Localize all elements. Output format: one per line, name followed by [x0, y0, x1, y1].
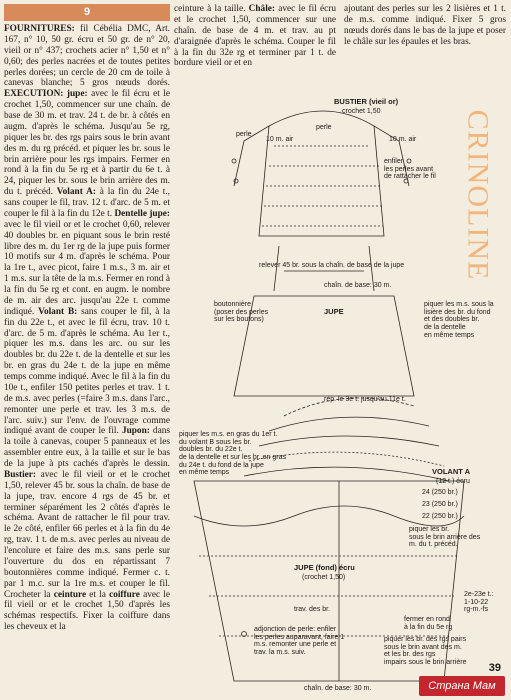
col1-text-1: avec le fil écru et le crochet 1,50, commencer sur une chaîn. de base de 30 m. et trav. 24 t. de br. à côtés en augm. d'après le schéma. Jusqu'au 5e rg, piquer les br. des rgs pairs sous le brin avant des m. du rg précéd. et piquer les br. sous le brin arrière pour les rgs impairs. Fermer en rond à la fin du 5e rg et à partir du 6e t. à 24, piquer les br. sous le brin arrière des m. du t. précéd. — [4, 89, 170, 198]
col1-heading-2: Volant A: — [56, 187, 96, 198]
col1-text-2: à la fin du 24e t., sans couper le fil, trav. 12 t. d'arc. de 5 m. et couper le fil à la fin du 12e t. — [4, 187, 170, 219]
instructions-column-1 — [4, 24, 170, 633]
bustier-hook: crochet 1,50 — [342, 108, 381, 115]
count-23: 23 (250 br.) — [422, 501, 458, 508]
col1-heading-5: Jupon: — [121, 426, 150, 437]
col1-text-3: avec le fil vieil or et le crochet 0,60, relever 40 doubles br. en piquant sous le brin resté libre des m. du 1er rg de la jupe puis former 10 motifs sur 4 m. d'après le schéma. Pour la 1re t., avec picot, faire 1 m.s., 3 m. air et 1 m.s. sur la tête de la m.s. Fermer en rond à la fin du 5e rg et cont. en augm. le nombre de m. air des arc. jusqu'au 22e t. comme indiqué. — [4, 219, 170, 317]
col1-heading-1: EXECUTION: jupe: — [4, 89, 88, 100]
jupe-title: JUPE (fond) écru — [294, 563, 355, 572]
label-volant-a-sub: (12 t.) écru — [436, 478, 470, 485]
label-enfiler: enfiler les perles avant de rattacher le fil — [384, 158, 436, 181]
col3-text-0: ajoutant des perles sur les 2 lisières et 1 t. de m.s. comme indiqué. Fixer 5 gros nœuds dorés dans le bas de la jupe et poser le châle sur les épaules et les bras. — [344, 4, 506, 47]
bustier-title: BUSTIER (vieil or) — [334, 97, 399, 106]
label-fermer: fermer en rond à la fin du 5e rg — [404, 616, 453, 631]
watermark-badge: Страна Мам — [419, 676, 505, 696]
label-jupe-small: JUPE — [324, 307, 344, 316]
diagram-drawing — [174, 86, 511, 700]
label-10-air-1: 10 m. air — [266, 136, 294, 143]
col2-heading-1: Châle: — [248, 4, 276, 14]
col2-text-1: avec le fil écru et le crochet 1,50, commencer sur une chaîn. de base de 4 m. et trav. au pt d'araignée d'après le schéma. Couper le fil à la fin du 32e rg et terminer par 1 t. de bordure vieil or et en — [174, 4, 336, 69]
col1-heading-4: Volant B: — [38, 306, 78, 317]
label-adjonction: adjonction de perle: enfiler les perles auparavant, faire 1 m.s. remonter une perle et trav. la m.s. suiv. — [254, 626, 345, 657]
crochet-diagram — [174, 86, 511, 700]
col1-text-6: avec le fil vieil or et le crochet 1,50, relever 45 br. sous la chaîn. de base de la jupe, trav. encore 4 rgs de 45 br. et terminer séparément les 2 côtés d'après le schéma. Avant de rattacher le fil pour trav. le 2e côté, enfiler 66 perles et à la fin du 4e rg, trav. 1 t. de m.s. avec perles au niveau de l'encolure et faire des m.s. sans perle sur l'ouverture du dos en répartissant 7 boutonnières comme indiqué. Fermer c. t. par 1 m.c. sur la 1re m.s. et couper le fil. Crocheter la — [4, 469, 170, 600]
col1-text-7: et la — [86, 589, 110, 600]
label-piquer-ms: piquer les m.s. sous la lisière des br. du fond et des doubles br. de la dentelle en même temps — [424, 301, 494, 339]
col1-heading-6: Bustier: — [4, 469, 37, 480]
col2-text-0: ceinture à la taille. — [174, 4, 249, 14]
label-volant-a: VOLANT A — [432, 467, 471, 476]
label-trav-br: trav. des br. — [294, 606, 331, 613]
label-piquer-brins: piquer les br. des rgs pairs sous le brin avant des m. et les br. des rgs impairs sous le brin arrière — [384, 636, 467, 667]
col1-text-5: dans la toile à canevas, couper 5 panneaux et les assembler entre eux, à la taille et sur le bas de la jupe à pts cachés d'après le dessin. — [4, 426, 170, 469]
label-perle-1: perle — [236, 131, 252, 138]
label-relever: relever 45 br. sous la chaîn. de base de la jupe — [259, 262, 405, 269]
col1-text-4: sans couper le fil, à la fin du 22e t., et avec le fil écru, trav. 10 t. d'arc. de 5 m. d'après le schéma. Au 1er t., piquer les m.s. dans les arc. ou sur les doubles br. du 22e t. de la dentelle et sur les br. en gras du 24e t. de la jupe en même temps comme indiqué. Avec le fil à la fin du 10e t., enfiler 150 petites perles et trav. 1 t. de m.s. avec perles (=faire 3 m.s. dans l'arc., remonter une perle et trav. les 3 m.s. de l'arc. suiv.) sur l'env. de l'ouvrage comme indiqué avant de couper le fil. — [4, 306, 170, 437]
page-number: 39 — [488, 662, 501, 674]
col1-text-0: fil Cébélia DMC, Art. 167, n° 10, 50 gr. écru et 50 gr. de n° 20, vieil or n° 437; crochets acier n° 1,50 et n° 0,60; des perles nacrées et de toutes petites perles dorées; un cercle de 20 cm de toile à canevas blanche; 5 gros nœuds dorés. — [4, 24, 170, 89]
instructions-column-2 — [174, 4, 336, 69]
col1-heading-3: Dentelle jupe: — [114, 208, 170, 219]
col1-heading-0: FOURNITURES: — [4, 24, 75, 34]
label-perle-2: perle — [316, 124, 332, 131]
label-piquer-gras: piquer les m.s. en gras du 1er t. du volant B sous les br. doubles br. du 22e t. de la dentelle et sur les br. en gras du 24e t. du fond de la jupe en même temps — [179, 431, 287, 477]
label-piquer-br: piquer les br. sous le brin arrière des m. du t. précéd. — [409, 526, 481, 549]
count-24: 24 (250 br.) — [422, 489, 458, 496]
crinoline-title-text: CRINOLINE — [461, 109, 495, 281]
label-10-air-2: 10 m. air — [389, 136, 417, 143]
col1-heading-8: coiffure — [109, 589, 140, 600]
jupe-hook: (crochet 1,50) — [302, 574, 346, 581]
label-rep: rép. le 3e t. jusqu'au 11e t. — [324, 396, 406, 403]
col1-heading-7: ceinture — [53, 589, 87, 600]
count-22: 22 (250 br.) — [422, 513, 458, 520]
label-rg-side: 2e-23e t.: 1-10-22 rg-m.-fs — [464, 591, 494, 614]
pattern-number-badge: 9 — [4, 4, 170, 21]
instructions-column-3 — [344, 4, 506, 48]
label-chain-base-1: chaîn. de base: 30 m. — [324, 282, 392, 289]
label-chain-base-2: chaîn. de base: 30 m. — [304, 685, 372, 692]
label-boutonniere: boutonnière (poser des perles sur les boutons) — [214, 301, 269, 324]
col1-text-8: avec le fil vieil or et le crochet 1,50 d'après les schémas respectifs. Fixer la coiffure dans les cheveux et la — [4, 589, 170, 633]
